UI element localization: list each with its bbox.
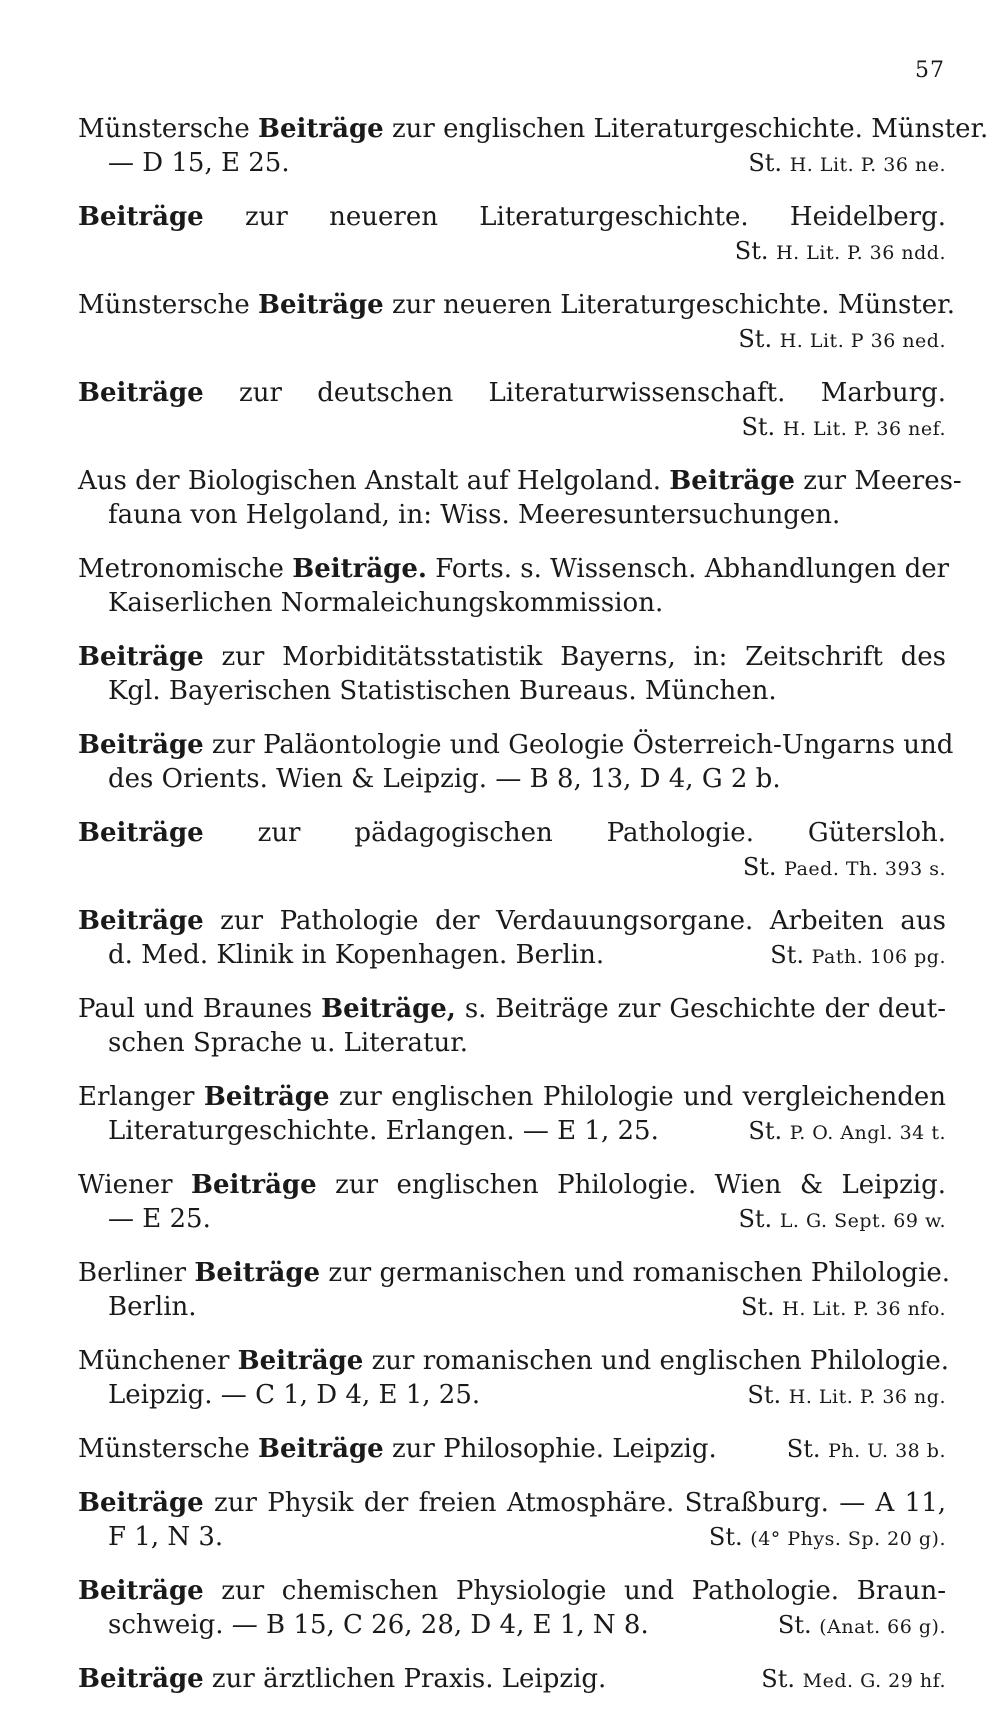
- title-rest: zur germanischen und romanischen Philologie.: [320, 1258, 951, 1288]
- entry-title: [78, 1576, 946, 1606]
- keyword-bold: Beiträge: [78, 1488, 204, 1518]
- shelf-mark-prefix: St.: [770, 941, 804, 969]
- entry-line: [78, 1574, 946, 1608]
- shelf-mark: [741, 413, 946, 441]
- catalog-entry: [78, 464, 962, 532]
- entry-line: [78, 674, 946, 708]
- catalog-entry: [78, 992, 946, 1060]
- entry-line: [78, 112, 989, 146]
- entry-title: [78, 466, 962, 496]
- shelf-mark-prefix: St.: [748, 149, 783, 177]
- title-prefix: Münchener: [78, 1346, 238, 1376]
- shelf-mark-prefix: St.: [761, 1665, 795, 1693]
- entry-title: [78, 1170, 946, 1200]
- title-rest: zur chemischen Physiologie und Pathologie. Braun-: [203, 1576, 946, 1606]
- catalog-entry: [78, 288, 955, 356]
- entry-title: [78, 202, 946, 232]
- shelf-mark-prefix: St.: [738, 1205, 773, 1233]
- title-prefix: Metronomische: [78, 554, 293, 584]
- entry-line: [78, 904, 946, 938]
- shelf-mark: [748, 1114, 946, 1148]
- keyword-bold: Beiträge: [237, 1346, 364, 1376]
- title-prefix: Berliner: [78, 1258, 195, 1288]
- keyword-bold: Beiträge: [258, 1434, 384, 1464]
- keyword-bold: Beiträge,: [321, 994, 456, 1024]
- entry-title: [78, 290, 955, 320]
- continuation-text: F 1, N 3.: [108, 1522, 224, 1552]
- catalog-entry: [78, 1662, 946, 1696]
- entry-title: [78, 642, 946, 672]
- catalog-entry: [78, 1080, 946, 1148]
- entry-line: [78, 816, 946, 850]
- keyword-bold: Beiträge: [78, 1664, 204, 1694]
- entry-line: [78, 498, 946, 532]
- entry-line: [78, 234, 946, 268]
- entry-line: [78, 1256, 951, 1290]
- keyword-bold: Beiträge: [258, 114, 384, 144]
- shelf-mark: [709, 1520, 946, 1554]
- shelf-mark-prefix: St.: [740, 1293, 775, 1321]
- keyword-bold: Beiträge: [78, 378, 204, 408]
- shelf-mark: [748, 146, 946, 180]
- entry-line: [78, 1520, 946, 1554]
- keyword-bold: Beiträge: [669, 466, 795, 496]
- shelf-mark-prefix: St.: [747, 1381, 782, 1409]
- entry-line: [78, 552, 950, 586]
- keyword-bold: Beiträge: [78, 818, 204, 848]
- entry-line: [78, 1344, 950, 1378]
- continuation-text: d. Med. Klinik in Kopenhagen. Berlin.: [108, 940, 605, 970]
- title-rest: zur englischen Literaturgeschichte. Münster.: [383, 114, 989, 144]
- catalog-entry: [78, 376, 946, 444]
- shelf-mark-prefix: St.: [708, 1523, 743, 1551]
- continuation-text: Kaiserlichen Normaleichungskommission.: [108, 588, 664, 618]
- keyword-bold: Beiträge: [78, 642, 204, 672]
- title-rest: zur englischen Philologie. Wien & Leipzig.: [316, 1170, 947, 1200]
- shelf-mark-code: (Anat. 66 g).: [819, 1616, 946, 1638]
- title-rest: zur Meeres-: [794, 466, 962, 496]
- keyword-bold: Beiträge.: [292, 554, 427, 584]
- title-prefix: Wiener: [78, 1170, 191, 1200]
- shelf-mark: [761, 1662, 946, 1696]
- entry-line: [78, 728, 954, 762]
- shelf-mark-code: P. O. Angl. 34 t.: [789, 1122, 946, 1144]
- continuation-text: — D 15, E 25.: [108, 148, 290, 178]
- title-rest: zur Morbiditätsstatistik Bayerns, in: Zeitschrift des: [203, 642, 946, 672]
- catalog-entry: [78, 1168, 946, 1236]
- entry-line: [78, 1114, 946, 1148]
- continuation-text: Kgl. Bayerischen Statistischen Bureaus. München.: [108, 676, 777, 706]
- shelf-mark-code: H. Lit. P. 36 ne.: [789, 154, 946, 176]
- keyword-bold: Beiträge: [194, 1258, 321, 1288]
- shelf-mark-code: Paed. Th. 393 s.: [784, 858, 946, 880]
- title-rest: zur Physik der freien Atmosphäre. Straßburg. — A 11,: [203, 1488, 946, 1518]
- continuation-text: — E 25.: [108, 1204, 211, 1234]
- entry-line: [78, 1168, 946, 1202]
- title-rest: zur ärztlichen Praxis. Leipzig.: [203, 1664, 607, 1694]
- continuation-text: fauna von Helgoland, in: Wiss. Meeresuntersuchungen.: [108, 500, 841, 530]
- title-rest: zur deutschen Literaturwissenschaft. Marburg.: [203, 378, 946, 408]
- shelf-mark: [738, 325, 946, 353]
- catalog-entries: [78, 112, 989, 1716]
- title-rest: zur romanischen und englischen Philologie.: [363, 1346, 950, 1376]
- entry-line: [78, 586, 946, 620]
- entry-line: [78, 1290, 946, 1324]
- catalog-entry: [78, 1432, 946, 1466]
- entry-line: [78, 992, 946, 1026]
- entry-title: [78, 906, 946, 936]
- keyword-bold: Beiträge: [258, 290, 384, 320]
- keyword-bold: Beiträge: [78, 1576, 204, 1606]
- catalog-entry: [78, 728, 954, 796]
- title-prefix: Aus der Biologischen Anstalt auf Helgoland.: [78, 466, 670, 496]
- catalog-entry: [78, 1256, 951, 1324]
- shelf-mark-code: Ph. U. 38 b.: [828, 1440, 946, 1462]
- shelf-mark-code: H. Lit. P. 36 nfo.: [782, 1298, 946, 1320]
- entry-line: [78, 1378, 946, 1412]
- catalog-entry: [78, 640, 946, 708]
- entry-line: [78, 1026, 946, 1060]
- title-rest: zur Paläontologie und Geologie Österreich-Ungarns und: [203, 730, 954, 760]
- title-prefix: Paul und Braunes: [78, 994, 322, 1024]
- shelf-mark-prefix: St.: [748, 1117, 783, 1145]
- entry-title: [78, 730, 953, 760]
- entry-line: [78, 938, 946, 972]
- shelf-mark-code: Med. G. 29 hf.: [802, 1670, 946, 1692]
- catalog-entry: [78, 1574, 946, 1642]
- keyword-bold: Beiträge: [191, 1170, 317, 1200]
- title-rest: zur neueren Literaturgeschichte. Heidelberg.: [203, 202, 946, 232]
- title-rest: Forts. s. Wissensch. Abhandlungen der: [426, 554, 950, 584]
- shelf-mark-code: H. Lit. P. 36 nef.: [782, 418, 946, 440]
- continuation-text: Berlin.: [108, 1292, 197, 1322]
- keyword-bold: Beiträge: [78, 202, 204, 232]
- entry-line: [78, 410, 946, 444]
- title-rest: s. Beiträge zur Geschichte der deut-: [455, 994, 947, 1024]
- catalog-entry: [78, 112, 989, 180]
- entry-title: [78, 994, 946, 1024]
- continuation-text: schen Sprache u. Literatur.: [108, 1028, 469, 1058]
- entry-line: [78, 200, 946, 234]
- shelf-mark: [778, 1608, 946, 1642]
- entry-line: [78, 640, 946, 674]
- entry-title: [78, 1258, 950, 1288]
- title-rest: zur englischen Philologie und vergleichenden: [329, 1082, 946, 1112]
- page-number: 57: [915, 58, 945, 83]
- catalog-entry: [78, 1344, 950, 1412]
- shelf-mark-prefix: St.: [777, 1611, 812, 1639]
- shelf-mark-code: H. Lit. P. 36 ng.: [788, 1386, 946, 1408]
- entry-title: [78, 554, 949, 584]
- entry-title: [78, 1082, 946, 1112]
- entry-line: [78, 1202, 946, 1236]
- entry-title: [78, 1488, 946, 1518]
- entry-title: [78, 378, 946, 408]
- shelf-mark-code: (4° Phys. Sp. 20 g).: [750, 1528, 946, 1550]
- entry-line: [78, 1662, 946, 1696]
- shelf-mark-prefix: St.: [786, 1435, 821, 1463]
- entry-line: [78, 1608, 946, 1642]
- entry-title: [78, 818, 946, 848]
- keyword-bold: Beiträge: [78, 906, 204, 936]
- keyword-bold: Beiträge: [203, 1082, 330, 1112]
- entry-line: [78, 762, 946, 796]
- shelf-mark: [787, 1432, 946, 1466]
- shelf-mark-code: L. G. Sept. 69 w.: [779, 1210, 946, 1232]
- entry-line: [78, 322, 946, 356]
- entry-line: [78, 1080, 946, 1114]
- entry-title: [78, 1346, 949, 1376]
- catalog-entry: [78, 1486, 946, 1554]
- shelf-mark: [738, 1202, 946, 1236]
- entry-line: [78, 288, 955, 322]
- title-prefix: Erlanger: [78, 1082, 204, 1112]
- keyword-bold: Beiträge: [78, 730, 204, 760]
- catalog-entry: [78, 816, 946, 884]
- title-prefix: Münstersche: [78, 290, 259, 320]
- continuation-text: des Orients. Wien & Leipzig. — B 8, 13, D 4, G 2 b.: [108, 764, 781, 794]
- shelf-mark: [743, 853, 946, 881]
- continuation-text: schweig. — B 15, C 26, 28, D 4, E 1, N 8.: [108, 1610, 649, 1640]
- title-prefix: Münstersche: [78, 114, 259, 144]
- shelf-mark-prefix: St.: [734, 237, 769, 265]
- shelf-mark-prefix: St.: [738, 325, 773, 353]
- title-rest: zur neueren Literaturgeschichte. Münster.: [383, 290, 955, 320]
- shelf-mark-prefix: St.: [741, 413, 776, 441]
- continuation-text: Literaturgeschichte. Erlangen. — E 1, 25.: [108, 1116, 659, 1146]
- shelf-mark-code: H. Lit. P. 36 ndd.: [776, 242, 946, 264]
- shelf-mark: [770, 938, 946, 972]
- entry-title: [78, 114, 988, 144]
- title-rest: zur Philosophie. Leipzig.: [383, 1434, 717, 1464]
- title-rest: zur pädagogischen Pathologie. Gütersloh.: [203, 818, 946, 848]
- shelf-mark: [735, 237, 946, 265]
- shelf-mark: [741, 1290, 946, 1324]
- title-rest: zur Pathologie der Verdauungsorgane. Arbeiten aus: [203, 906, 946, 936]
- entry-line: [78, 146, 946, 180]
- entry-title: [78, 1432, 717, 1466]
- catalog-entry: [78, 552, 950, 620]
- shelf-mark-code: Path. 106 pg.: [811, 946, 946, 968]
- shelf-mark: [747, 1378, 946, 1412]
- title-prefix: Münstersche: [78, 1434, 259, 1464]
- entry-title: [78, 1662, 606, 1696]
- catalog-entry: [78, 904, 946, 972]
- catalog-entry: [78, 200, 946, 268]
- entry-line: [78, 464, 962, 498]
- continuation-text: Leipzig. — C 1, D 4, E 1, 25.: [108, 1380, 481, 1410]
- entry-line: [78, 376, 946, 410]
- entry-line: [78, 1432, 946, 1466]
- entry-line: [78, 850, 946, 884]
- shelf-mark-code: H. Lit. P 36 ned.: [779, 330, 946, 352]
- entry-line: [78, 1486, 946, 1520]
- shelf-mark-prefix: St.: [742, 853, 777, 881]
